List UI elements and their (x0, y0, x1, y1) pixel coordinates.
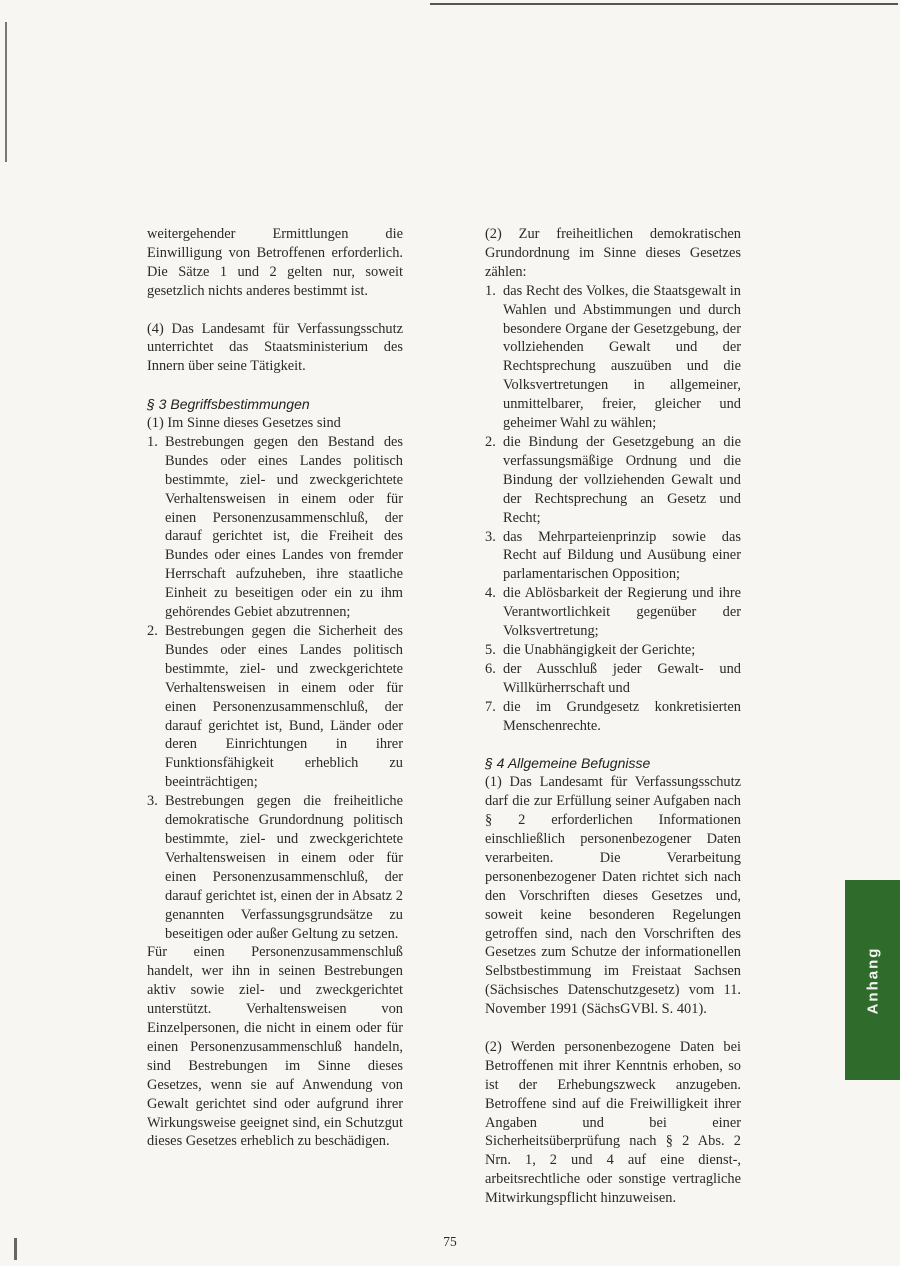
top-rule (430, 3, 898, 5)
list-item-text: die Unabhängigkeit der Gerichte; (503, 641, 696, 658)
list-item-number: 3. (147, 793, 158, 810)
appendix-tab-label: Anhang (864, 946, 882, 1014)
section-heading-4: § 4 Allgemeine Befugnisse (485, 755, 651, 772)
list-item (485, 433, 741, 528)
right-column (485, 225, 741, 1208)
list-item (485, 698, 741, 736)
list-item (485, 660, 741, 698)
list-item-number: 3. (485, 528, 496, 545)
list-item-text: Bestrebungen gegen die freiheitliche demokratische Grundordnung politisch bestimmte, ziel- und zweckgerichtete Verhaltensweisen in einem oder für einen Personenzusammenschluß, der darauf gerichtet ist, einen der in Absatz 2 genannten Verfassungsgrundsätze zu beseitigen oder außer Geltung zu setzen. (165, 793, 403, 942)
list-item-text: das Recht des Volkes, die Staatsgewalt in Wahlen und Abstimmungen und durch besondere Organe der Gesetzgebung, der vollziehenden Gewalt und der Rechtsprechung auszuüben und die Volksvertretungen in allgemeiner, unmittelbarer, freier, gleicher und geheimer Wahl zu wählen; (503, 282, 741, 432)
list-item-text: das Mehrparteienprinzip sowie das Recht auf Bildung und Ausübung einer parlamentarischen Opposition; (503, 528, 741, 583)
list-item (485, 282, 741, 433)
left-column (147, 225, 403, 1151)
list-item-number: 2. (147, 623, 158, 639)
list-item-number: 4. (485, 585, 496, 602)
list-item-text: der Ausschluß jeder Gewalt- und Willkürherrschaft und (503, 660, 741, 696)
list-item (485, 641, 741, 660)
paragraph-1: (1) Das Landesamt für Verfassungsschutz darf die zur Erfüllung seiner Aufgaben nach § 2 erforderlichen Informationen einschließlich personenbezogener Daten verarbeiten. Die Verarbeitung personenbezogener Daten richtet sich nach den Vorschriften dieses Gesetzes und, soweit keine besonderen Regelungen getroffen sind, nach den Vorschriften des Gesetzes zum Schutze der informationellen Selbstbestimmung im Freistaat Sachsen (Sächsisches Datenschutzgesetz) vom 11. November 1991 (SächsGVBl. S. 401). (485, 774, 741, 1018)
section-3-intro: (1) Im Sinne dieses Gesetzes sind (147, 415, 341, 432)
list-item-text: Bestrebungen gegen den Bestand des Bundes oder eines Landes politisch bestimmte, ziel- und zweckgerichtete Verhaltensweisen in einem oder für einen Personenzusammenschluß, der darauf gerichtet ist, die Freiheit des Bundes oder eines Landes von fremder Herrschaft aufzuheben, ihre staatliche Einheit zu beseitigen oder ein zu ihm gehörendes Gebiet abzutrennen; (165, 433, 403, 621)
list-item (147, 792, 403, 943)
list-item-number: 5. (485, 641, 496, 658)
list-item (147, 433, 403, 622)
list-item-number: 2. (485, 433, 496, 450)
page-number: 75 (443, 1234, 457, 1249)
page-edge-mark-lower (14, 1238, 17, 1260)
paragraph-2-intro: (2) Zur freiheitlichen demokratischen Grundordnung im Sinne dieses Gesetzes zählen: (485, 226, 741, 280)
page-edge-mark (5, 22, 7, 162)
definitions-list (147, 433, 403, 943)
list-item-number: 7. (485, 698, 496, 715)
paragraph-continuation: weitergehender Ermittlungen die Einwilligung von Betroffenen erforderlich. Die Sätze 1 und 2 gelten nur, soweit gesetzlich nichts anderes bestimmt ist. (147, 226, 403, 299)
closing-paragraph: Für einen Personenzusammenschluß handelt, wer ihn in seinen Bestrebungen aktiv sowie ziel- und zweckgerichtet unterstützt. Verhaltensweisen von Einzelpersonen, die nicht in einem oder für einen Personenzusammenschluß handeln, sind Bestrebungen im Sinne dieses Gesetzes, wenn sie auf Anwendung von Gewalt gerichtet sind oder aufgrund ihrer Wirkungsweise geeignet sind, ein Schutzgut dieses Gesetzes erheblich zu beschädigen. (147, 944, 403, 1150)
appendix-tab (845, 880, 900, 1080)
paragraph-4: (4) Das Landesamt für Verfassungsschutz unterrichtet das Staatsministerium des Innern über seine Tätigkeit. (147, 320, 403, 375)
list-item-text: die Ablösbarkeit der Regierung und ihre Verantwortlichkeit gegenüber der Volksvertretung; (503, 585, 741, 640)
list-item (485, 528, 741, 585)
paragraph-2: (2) Werden personenbezogene Daten bei Betroffenen mit ihrer Kenntnis erhoben, so ist der Erhebungszweck anzugeben. Betroffene sind auf die Freiwilligkeit ihrer Angaben und bei einer Sicherheitsüberprüfung nach § 2 Abs. 2 Nrn. 1, 2 und 4 auf eine dienst-, arbeitsrechtliche oder sonstige vertragliche Mitwirkungspflicht hinzuweisen. (485, 1038, 741, 1207)
list-item-text: Bestrebungen gegen die Sicherheit des Bundes oder eines Landes politisch bestimmte, ziel- und zweckgerichtete Verhaltensweisen in einem oder für einen Personenzusammenschluß, der darauf gerichtet ist, Bund, Länder oder deren Einrichtungen in ihrer Funktionsfähigkeit erheblich zu beeinträchtigen; (165, 623, 403, 791)
list-item (485, 584, 741, 641)
list-item-number: 1. (485, 282, 496, 299)
list-item-number: 1. (147, 433, 158, 450)
list-item-text: die im Grundgesetz konkretisierten Menschenrechte. (503, 698, 741, 734)
list-item-text: die Bindung der Gesetzgebung an die verfassungsmäßige Ordnung und die Bindung der vollziehenden Gewalt und der Rechtsprechung an Gesetz und Recht; (503, 433, 741, 526)
principles-list (485, 282, 741, 736)
section-heading-3: § 3 Begriffsbestimmungen (147, 396, 310, 413)
list-item (147, 622, 403, 792)
list-item-number: 6. (485, 660, 496, 677)
